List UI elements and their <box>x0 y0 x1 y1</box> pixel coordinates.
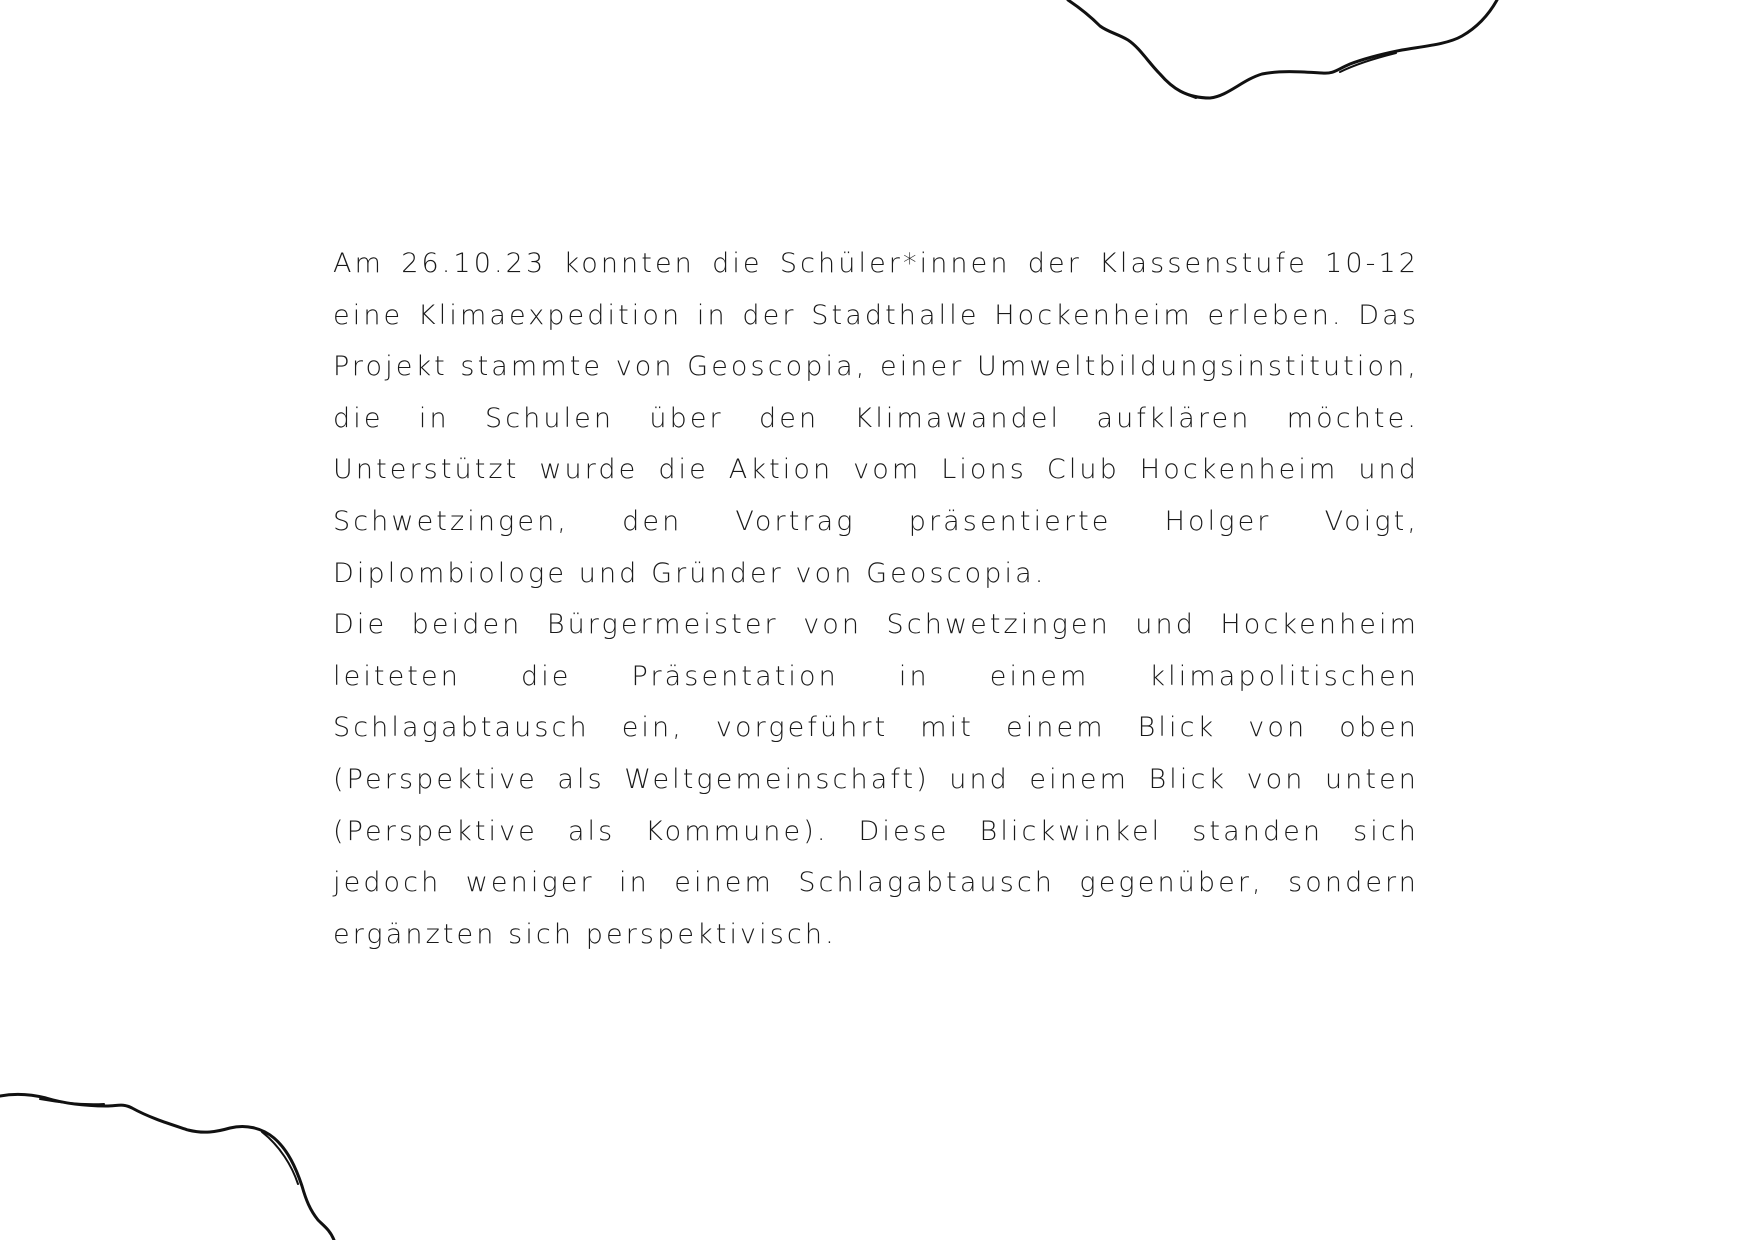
paragraph-2: Die beiden Bürgermeister von Schwetzingen und Hockenheim leiteten die Präsentation in einem klimapolitischen Schlagabtausch ein, vorgeführt mit einem Blick von oben (Perspektive als Weltgemeinschaft) und einem Blick von unten (Perspektive als Kommune). Diese Blickwinkel standen sich jedoch weniger in einem Schlagabtausch gegenüber, sondern ergänzten sich perspektivisch. <box>333 609 1419 950</box>
bottom-left-wavy-line <box>0 1094 334 1240</box>
paragraph-1: Am 26.10.23 konnten die Schüler*innen der Klassenstufe 10-12 eine Klimaexpedition in der Stadthalle Hockenheim erleben. Das Projekt stammte von Geoscopia, einer Umweltbildungsinstitution, die in Schulen über den Klimawandel aufklären möchte. Unterstützt wurde die Aktion vom Lions Club Hockenheim und Schwetzingen, den Vortrag präsentierte Holger Voigt, Diplombiologe und Gründer von Geoscopia. <box>333 248 1419 589</box>
article-body <box>333 238 1419 960</box>
bottom-left-wavy-line-accent <box>40 1099 298 1184</box>
top-right-wavy-line <box>1068 0 1497 98</box>
top-right-wavy-line-accent <box>1150 53 1396 98</box>
